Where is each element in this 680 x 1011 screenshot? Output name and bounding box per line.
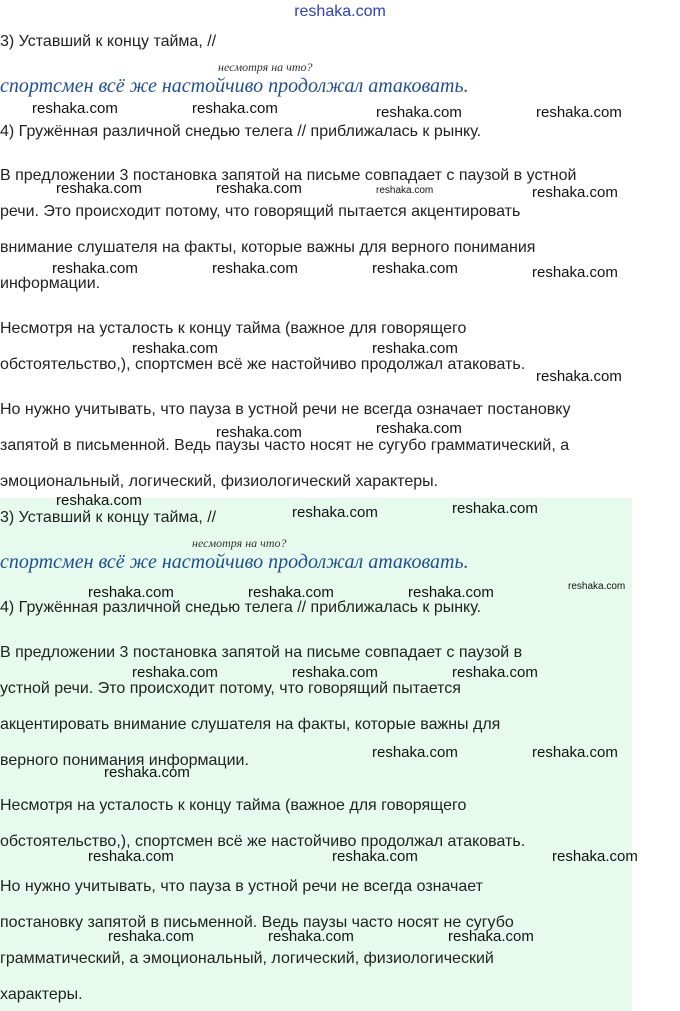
watermark-text: reshaka.com [132,664,218,681]
watermark-text: reshaka.com [452,500,538,517]
example-line-3: 3) Уставший к концу тайма, // [0,509,217,526]
watermark-text: reshaka.com [248,584,334,601]
watermark-text: reshaka.com [372,260,458,277]
watermark-text: reshaka.com [108,928,194,945]
paragraph-line: Но нужно учитывать, что пауза в устной речи не всегда означает постановку [0,401,571,418]
handwritten-line: спортсмен всё же настойчиво продолжал атаковать. [0,75,469,97]
paragraph-line: эмоциональный, логический, физиологический характеры. [0,473,439,490]
watermark-text: reshaka.com [408,584,494,601]
paragraph-line: информации. [0,275,101,292]
watermark-text: reshaka.com [568,581,626,592]
watermark-text: reshaka.com [452,664,538,681]
example-line-4: 4) Гружённая различной снедью телега // приближалась к рынку. [0,599,482,616]
watermark-text: reshaka.com [532,264,618,281]
watermark-text: reshaka.com [212,260,298,277]
watermark-text: reshaka.com [52,260,138,277]
watermark-text: reshaka.com [536,368,622,385]
watermark-text: reshaka.com [376,104,462,121]
margin-note: несмотря на что? [218,60,313,74]
watermark-text: reshaka.com [536,104,622,121]
watermark-text: reshaka.com [268,928,354,945]
paragraph-line: внимание слушателя на факты, которые важны для верного понимания [0,239,536,256]
site-header-link[interactable]: reshaka.com [294,3,386,20]
watermark-text: reshaka.com [552,848,638,865]
paragraph-line: Несмотря на усталость к концу тайма (важное для говорящего [0,797,467,814]
paragraph-line: постановку запятой в письменной. Ведь паузы часто носят не сугубо [0,914,514,931]
margin-note: несмотря на что? [192,536,287,550]
watermark-text: reshaka.com [132,340,218,357]
paragraph-line: верного понимания информации. [0,752,249,769]
watermark-text: reshaka.com [32,100,118,117]
watermark-text: reshaka.com [292,664,378,681]
paragraph-line: обстоятельство,), спортсмен всё же настойчиво продолжал атаковать. [0,356,526,373]
watermark-text: reshaka.com [216,424,302,441]
paragraph-line: устной речи. Это происходит потому, что говорящий пытается [0,680,461,697]
paragraph-line: Но нужно учитывать, что пауза в устной речи не всегда означает [0,878,483,895]
watermark-text: reshaka.com [332,848,418,865]
watermark-text: reshaka.com [88,584,174,601]
watermark-text: reshaka.com [372,744,458,761]
watermark-text: reshaka.com [376,185,434,196]
watermark-text: reshaka.com [88,848,174,865]
paragraph-line: речи. Это происходит потому, что говорящий пытается акцентировать [0,203,521,220]
watermark-text: reshaka.com [56,492,142,509]
example-line-4: 4) Гружённая различной снедью телега // приближалась к рынку. [0,123,482,140]
paragraph-line: грамматический, а эмоциональный, логический, физиологический [0,950,494,967]
watermark-text: reshaka.com [532,184,618,201]
watermark-text: reshaka.com [372,340,458,357]
paragraph-line: акцентировать внимание слушателя на факты, которые важны для [0,716,501,733]
watermark-text: reshaka.com [532,744,618,761]
watermark-text: reshaka.com [104,764,190,781]
paragraph-line: обстоятельство,), спортсмен всё же настойчиво продолжал атаковать. [0,833,526,850]
watermark-text: reshaka.com [192,100,278,117]
watermark-text: reshaka.com [376,420,462,437]
example-line-3: 3) Уставший к концу тайма, // [0,33,217,50]
watermark-text: reshaka.com [448,928,534,945]
watermark-text: reshaka.com [56,180,142,197]
handwritten-line: спортсмен всё же настойчиво продолжал атаковать. [0,551,469,573]
paragraph-line: Несмотря на усталость к концу тайма (важное для говорящего [0,320,467,337]
paragraph-line: В предложении 3 постановка запятой на письме совпадает с паузой в устной [0,167,577,184]
watermark-text: reshaka.com [292,504,378,521]
paragraph-line: запятой в письменной. Ведь паузы часто носят не сугубо грамматический, а [0,437,570,454]
paragraph-line: характеры. [0,986,83,1003]
watermark-text: reshaka.com [216,180,302,197]
paragraph-line: В предложении 3 постановка запятой на письме совпадает с паузой в [0,644,523,661]
